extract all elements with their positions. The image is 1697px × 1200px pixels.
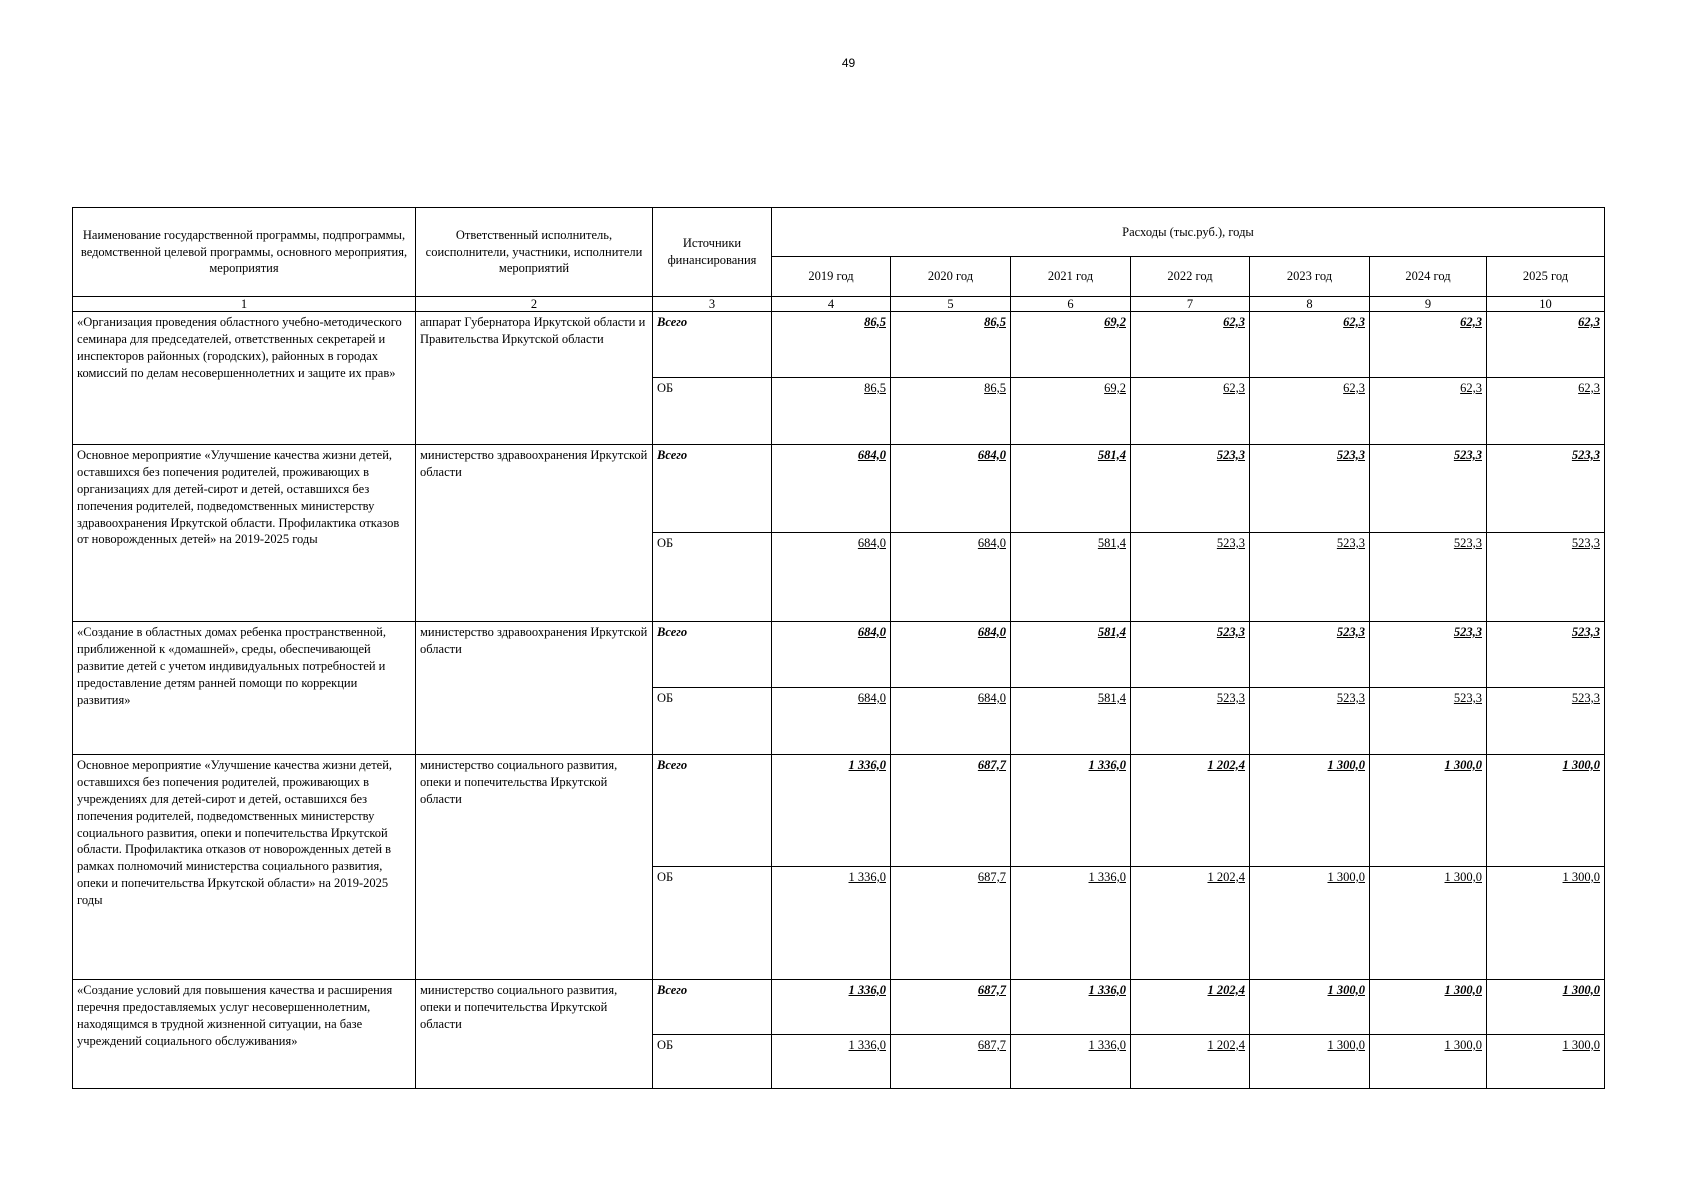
ob-value: 1 336,0	[1011, 867, 1131, 980]
column-number: 7	[1131, 297, 1250, 312]
funding-source-ob: ОБ	[653, 867, 772, 980]
total-value: 684,0	[772, 622, 891, 688]
page-number: 49	[841, 56, 856, 70]
header-year: 2025 год	[1487, 257, 1605, 297]
ob-value: 684,0	[891, 688, 1011, 755]
ob-value: 1 202,4	[1131, 867, 1250, 980]
total-value: 523,3	[1131, 622, 1250, 688]
funding-source-ob: ОБ	[653, 533, 772, 622]
ob-value: 523,3	[1487, 688, 1605, 755]
total-value: 687,7	[891, 980, 1011, 1035]
header-year: 2022 год	[1131, 257, 1250, 297]
total-value: 1 336,0	[772, 755, 891, 867]
total-value: 1 336,0	[772, 980, 891, 1035]
header-expenses: Расходы (тыс.руб.), годы	[772, 208, 1605, 257]
ob-value: 523,3	[1370, 688, 1487, 755]
ob-value: 62,3	[1487, 378, 1605, 445]
ob-value: 86,5	[772, 378, 891, 445]
ob-value: 1 300,0	[1487, 867, 1605, 980]
total-value: 1 300,0	[1487, 755, 1605, 867]
total-value: 62,3	[1370, 312, 1487, 378]
table-row	[73, 312, 1605, 378]
total-value: 1 202,4	[1131, 755, 1250, 867]
executor: министерство здравоохранения Иркутской области	[416, 622, 653, 755]
header-year: 2019 год	[772, 257, 891, 297]
funding-source-total: Всего	[653, 622, 772, 688]
ob-value: 62,3	[1250, 378, 1370, 445]
ob-value: 1 300,0	[1250, 1035, 1370, 1089]
total-value: 86,5	[891, 312, 1011, 378]
funding-source-ob: ОБ	[653, 378, 772, 445]
ob-value: 1 336,0	[772, 867, 891, 980]
total-value: 523,3	[1250, 445, 1370, 533]
ob-value: 1 202,4	[1131, 1035, 1250, 1089]
total-value: 1 300,0	[1250, 755, 1370, 867]
column-number: 10	[1487, 297, 1605, 312]
header-year: 2024 год	[1370, 257, 1487, 297]
total-value: 684,0	[891, 445, 1011, 533]
funding-source-ob: ОБ	[653, 1035, 772, 1089]
ob-value: 1 300,0	[1487, 1035, 1605, 1089]
ob-value: 523,3	[1131, 533, 1250, 622]
program-name: «Создание условий для повышения качества и расширения перечня предоставляемых услуг несовершеннолетним, находящимся в трудной жизненной ситуации, на базе учреждений социального обслуживания»	[73, 980, 416, 1089]
total-value: 523,3	[1250, 622, 1370, 688]
total-value: 1 336,0	[1011, 980, 1131, 1035]
total-value: 684,0	[891, 622, 1011, 688]
total-value: 1 300,0	[1370, 980, 1487, 1035]
column-number: 6	[1011, 297, 1131, 312]
column-number: 2	[416, 297, 653, 312]
total-value: 523,3	[1487, 445, 1605, 533]
program-name: Основное мероприятие «Улучшение качества жизни детей, оставшихся без попечения родителей, проживающих в учреждениях для детей-сирот и детей, оставшихся без попечения родителей, подведомственных министерству социального развития, опеки и попечительства Иркутской области. Профилактика отказов от новорожденных детей в рамках полномочий министерства социального развития, опеки и попечительства Иркутской области» на 2019-2025 годы	[73, 755, 416, 980]
ob-value: 684,0	[772, 533, 891, 622]
funding-source-total: Всего	[653, 980, 772, 1035]
column-number: 8	[1250, 297, 1370, 312]
total-value: 687,7	[891, 755, 1011, 867]
total-value: 62,3	[1487, 312, 1605, 378]
ob-value: 523,3	[1250, 533, 1370, 622]
table-row	[73, 445, 1605, 533]
total-value: 1 202,4	[1131, 980, 1250, 1035]
executor: министерство социального развития, опеки и попечительства Иркутской области	[416, 755, 653, 980]
total-value: 523,3	[1370, 622, 1487, 688]
funding-source-total: Всего	[653, 445, 772, 533]
total-value: 1 300,0	[1370, 755, 1487, 867]
ob-value: 523,3	[1131, 688, 1250, 755]
total-value: 684,0	[772, 445, 891, 533]
ob-value: 1 300,0	[1370, 867, 1487, 980]
total-value: 523,3	[1370, 445, 1487, 533]
funding-source-total: Всего	[653, 755, 772, 867]
executor: министерство здравоохранения Иркутской области	[416, 445, 653, 622]
total-value: 581,4	[1011, 445, 1131, 533]
table-row	[73, 980, 1605, 1035]
column-number: 9	[1370, 297, 1487, 312]
funding-source-ob: ОБ	[653, 688, 772, 755]
header-year: 2020 год	[891, 257, 1011, 297]
ob-value: 523,3	[1250, 688, 1370, 755]
total-value: 1 336,0	[1011, 755, 1131, 867]
ob-value: 684,0	[772, 688, 891, 755]
total-value: 581,4	[1011, 622, 1131, 688]
executor: аппарат Губернатора Иркутской области и Правительства Иркутской области	[416, 312, 653, 445]
ob-value: 1 300,0	[1250, 867, 1370, 980]
header-executor: Ответственный исполнитель, соисполнители, участники, исполнители мероприятий	[416, 208, 653, 297]
total-value: 86,5	[772, 312, 891, 378]
executor: министерство социального развития, опеки и попечительства Иркутской области	[416, 980, 653, 1089]
program-name: Основное мероприятие «Улучшение качества жизни детей, оставшихся без попечения родителей, проживающих в организациях для детей-сирот и детей, оставшихся без попечения родителей, подведомственных министерству здравоохранения Иркутской области. Профилактика отказов от новорожденных детей» на 2019-2025 годы	[73, 445, 416, 622]
ob-value: 581,4	[1011, 688, 1131, 755]
program-name: «Организация проведения областного учебно-методического семинара для председателей, ответственных секретарей и инспекторов районных (городских), районных в городах комиссий по делам несовершеннолетних и защите их прав»	[73, 312, 416, 445]
ob-value: 523,3	[1370, 533, 1487, 622]
total-value: 523,3	[1487, 622, 1605, 688]
column-number: 3	[653, 297, 772, 312]
ob-value: 687,7	[891, 1035, 1011, 1089]
ob-value: 523,3	[1487, 533, 1605, 622]
funding-source-total: Всего	[653, 312, 772, 378]
program-name: «Создание в областных домах ребенка пространственной, приближенной к «домашней», среды, обеспечивающей развитие детей с учетом индивидуальных потребностей и предоставление детям ранней помощи по коррекции развития»	[73, 622, 416, 755]
header-year: 2021 год	[1011, 257, 1131, 297]
total-value: 69,2	[1011, 312, 1131, 378]
ob-value: 1 336,0	[772, 1035, 891, 1089]
ob-value: 687,7	[891, 867, 1011, 980]
budget-table	[72, 207, 1605, 1089]
ob-value: 1 336,0	[1011, 1035, 1131, 1089]
table-row	[73, 755, 1605, 867]
ob-value: 69,2	[1011, 378, 1131, 445]
header-year: 2023 год	[1250, 257, 1370, 297]
total-value: 62,3	[1250, 312, 1370, 378]
column-number: 5	[891, 297, 1011, 312]
total-value: 523,3	[1131, 445, 1250, 533]
ob-value: 581,4	[1011, 533, 1131, 622]
total-value: 1 300,0	[1250, 980, 1370, 1035]
ob-value: 1 300,0	[1370, 1035, 1487, 1089]
ob-value: 86,5	[891, 378, 1011, 445]
header-program-name: Наименование государственной программы, подпрограммы, ведомственной целевой программы, основного мероприятия, мероприятия	[73, 208, 416, 297]
ob-value: 684,0	[891, 533, 1011, 622]
header-funding-source: Источники финансирования	[653, 208, 772, 297]
ob-value: 62,3	[1370, 378, 1487, 445]
total-value: 62,3	[1131, 312, 1250, 378]
column-number: 1	[73, 297, 416, 312]
ob-value: 62,3	[1131, 378, 1250, 445]
column-number: 4	[772, 297, 891, 312]
total-value: 1 300,0	[1487, 980, 1605, 1035]
table-row	[73, 622, 1605, 688]
table-body	[73, 312, 1605, 1089]
